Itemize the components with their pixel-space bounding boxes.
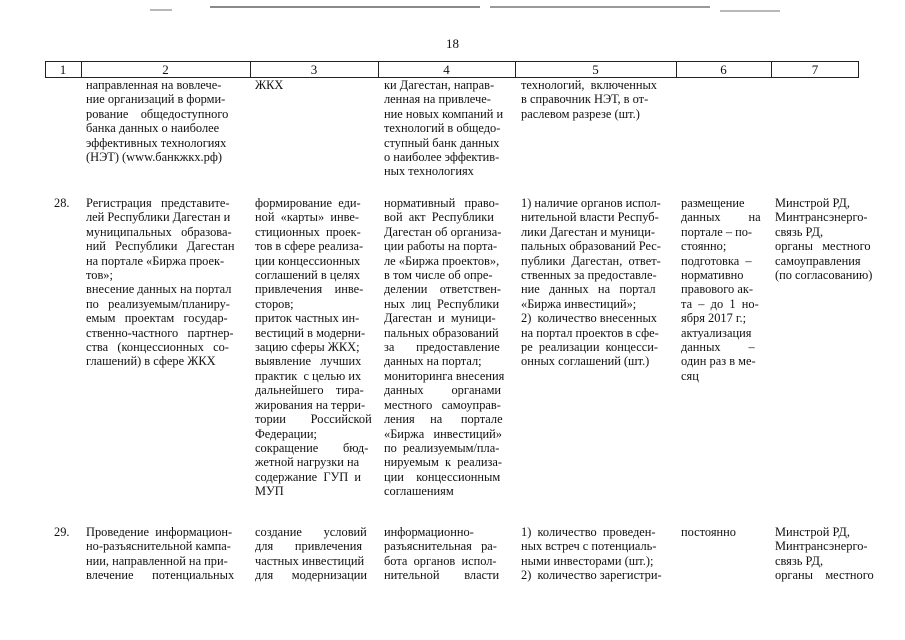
cell-col-2: Регистрация представите- лей Республики Дагестан и муниципальных образова- ний Республики Дагестан на портале «Биржа проек- тов»; внесение данных на портал по реализуемым/планиру- емым проектам государ- ственно-частного партнер- ства (концессионных со- глашений) в сфере ЖКХ — [86, 196, 235, 369]
header-col-2: 2 — [162, 62, 169, 77]
header-col-6: 6 — [720, 62, 727, 77]
cell-col-4: нормативный право- вой акт Республики Дагестан об организа- ции работы на порта- ле «Биржа проектов», в том числе об опре- делении ответствен- ных лиц Республики Дагестан и муници- пальных образований за предоставление данных на портал; мониторинга внесения данных органами местного самоуправ- ления на портале «Биржа инвестиций» по реализуемым/пла- нируемым к реализа- ции концессионным соглашениям — [384, 196, 505, 499]
cell-col-2: направленная на вовлече- ние организаций в форми- рование общедоступного банка данных о наиболее эффективных технологиях (НЭТ) (www.банкжкх.рф) — [86, 78, 229, 165]
cell-col-3: ЖКХ — [255, 78, 284, 92]
cell-col-5: 1) наличие органов испол- нительной власти Респуб- лики Дагестан и муници- пальных образований Рес- публики Дагестан, ответ- ственных за предоставле- ние данных на портал «Биржа инвестиций»; 2) количество внесенных на портал проектов в сфе- ре реализации концесси- онных соглашений (шт.) — [521, 196, 661, 369]
scan-artifact-top — [150, 6, 790, 14]
cell-col-2: Проведение информацион- но-разъяснительной кампа- нии, направленной на при- влечение потенциальных — [86, 525, 235, 583]
header-col-7: 7 — [811, 62, 819, 77]
cell-col-3: создание условий для привлечения частных инвестиций для модернизации — [255, 525, 367, 583]
cell-col-6: размещение данных на портале – по- стоянно; подготовка – нормативно правового ак- та – до 1 но- ября 2017 г.; актуализация данных – один раз в ме- сяц — [681, 196, 761, 383]
row-number: 28. — [54, 196, 70, 210]
cell-col-6: постоянно — [681, 525, 737, 539]
header-col-5: 5 — [592, 62, 599, 77]
cell-col-5: технологий, включенных в справочник НЭТ, в от- раслевом разрезе (шт.) — [521, 78, 657, 121]
header-col-1: 1 — [59, 62, 67, 77]
cell-col-3: формирование еди- ной «карты» инве- стиционных проек- тов в сфере реализа- ции концессионных соглашений в целях привлечения инве- сторов; приток частных ин- вестиций в модерни- зацию сферы ЖКХ; выявление лучших практик с целью их дальнейшего тира- жирования на терри- тории Российской Федерации; сокращение бюд- жетной нагрузки на содержание ГУП и МУП — [255, 196, 372, 499]
cell-col-5: 1) количество проведен- ных встреч с потенциаль- ными инвесторами (шт.); 2) количество зарегистри- — [521, 525, 662, 583]
page-number: 18 — [446, 36, 459, 51]
cell-col-4: ки Дагестан, направ- ленная на привлече- ние новых компаний и технологий в общедо- ступный банк данных о наиболее эффектив- ных технологиях — [384, 78, 504, 179]
cell-col-4: информационно- разъяснительная ра- бота органов испол- нительной власти — [384, 525, 500, 583]
header-col-4: 4 — [443, 62, 450, 77]
table-header-row — [45, 61, 859, 78]
row-number: 29. — [54, 525, 70, 539]
cell-col-7: Минстрой РД, Минтрансэнерго- связь РД, органы местного — [775, 525, 874, 583]
header-col-3: 3 — [310, 62, 318, 77]
cell-col-7: Минстрой РД, Минтрансэнерго- связь РД, органы местного самоуправления (по согласованию) — [775, 196, 873, 283]
